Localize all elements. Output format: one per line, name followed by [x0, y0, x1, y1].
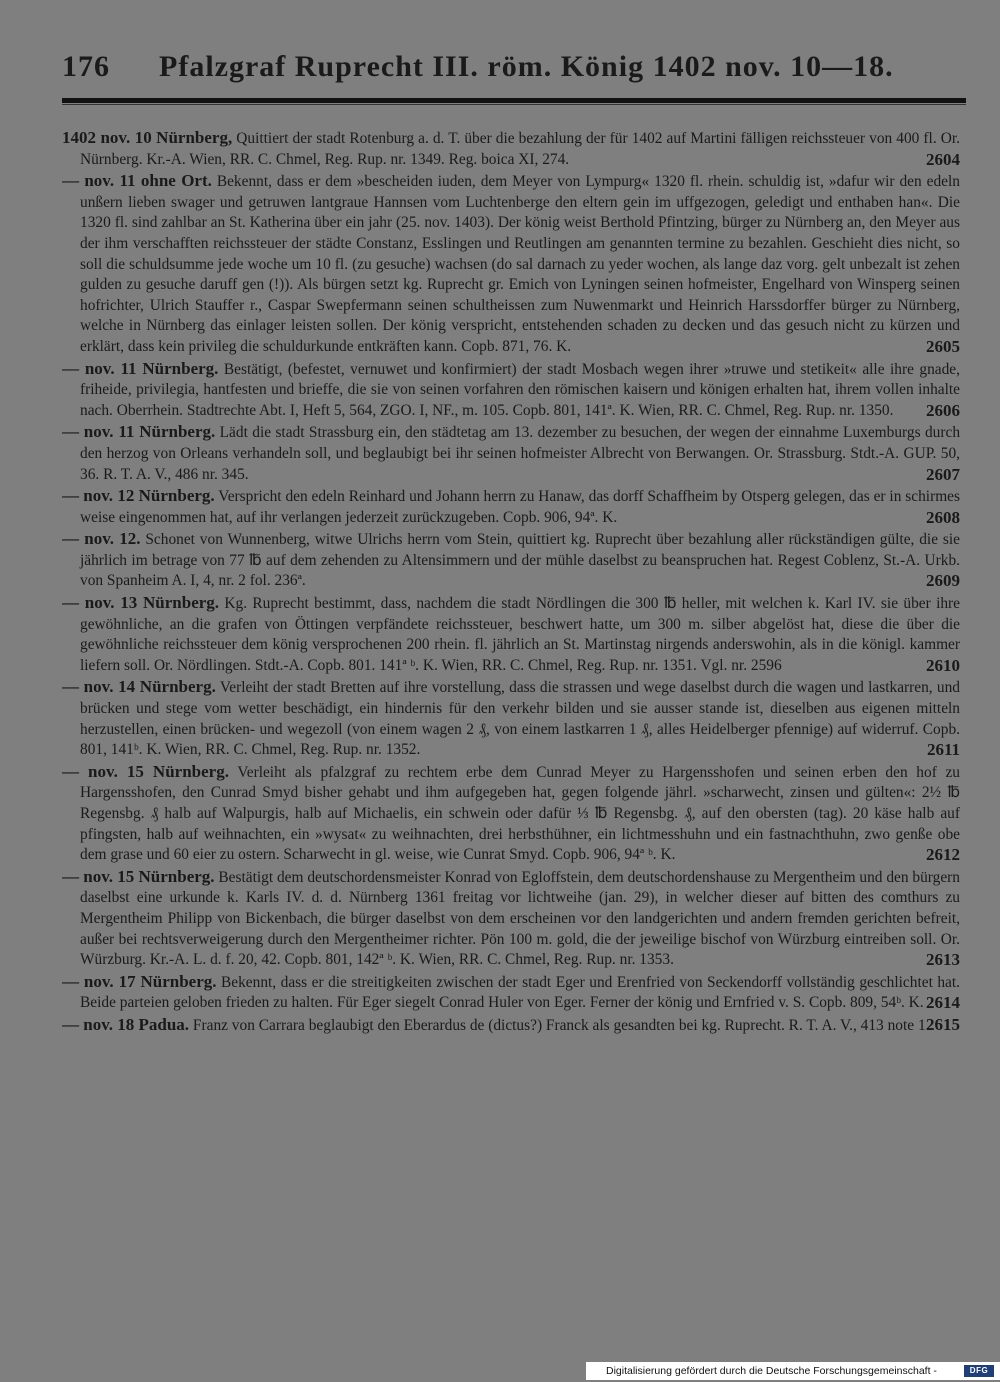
entry-text: Lädt die stadt Strassburg ein, den städtetag am 13. dezember zu besuchen, der wegen der einnahme Luxemburgs durch den herzog von Orleans verhandeln soll, und beglaubigt bei ihr seinen hofmeister Albrecht von Berwangen. Or. Strassburg. Stdt.-A. GUP. 50, 36. R. T. A. V., 486 nr. 345.	[80, 424, 960, 483]
dfg-logo[interactable]: DFG	[964, 1365, 994, 1377]
page-header	[62, 50, 966, 90]
regest-entry-2605	[62, 171, 960, 357]
entry-text: Bekennt, dass er die streitigkeiten zwischen der stadt Eger und Erenfried von Seckendorff vollständig geschlichtet hat. Beide parteien geloben frieden zu halten. Für Eger siegelt Conrad Huler von Eger. Ferner der könig und Ernfried v. S. Copb. 809, 54ᵇ. K.	[80, 973, 960, 1012]
entry-date-place: — nov. 14 Nürnberg.	[62, 677, 216, 697]
entry-date-place: — nov. 15 Nürnberg.	[62, 866, 215, 886]
entry-number: 2609	[926, 571, 960, 591]
entry-date-place: — nov. 11 ohne Ort.	[62, 171, 212, 191]
entry-text: Franz von Carrara beglaubigt den Eberardus de (dictus?) Franck als gesandten bei kg. Ruprecht. R. T. A. V., 413 note 1.	[192, 1016, 930, 1034]
page-number: 176	[62, 50, 110, 83]
entry-number: 2613	[926, 950, 960, 970]
entry-text: Bestätigt, (befestet, vernuwet und konfirmiert) der stadt Mosbach wegen ihrer »truwe und stetikeit« alle ihre gnade, friheide, privilegia, hantfesten und brieffe, die sie von seinen vorfahren den römischen kaisern und königen erhalten hat, ihrem vollen inhalte nach. Oberrhein. Stadtrechte Abt. I, Heft 5, 564, ZGO. I, NF., m. 105. Copb. 801, 141ª. K. Wien, RR. C. Chmel, Reg. Rup. nr. 1350.	[80, 360, 960, 419]
entry-number: 2605	[926, 336, 960, 356]
entry-number: 2615	[926, 1014, 960, 1034]
entry-date-place: — nov. 12 Nürnberg.	[62, 486, 215, 506]
regest-entry-2611	[62, 677, 960, 760]
entry-text: Verleiht der stadt Bretten auf ihre vorstellung, dass die strassen und wege daselbst durch die wagen und lastkarren, und brücken und stege vom wetter beschädigt, ein hindernis für den verkehr bilden und sie ausser stande ist, dieselben aus eigenen mitteln herzustellen, einen brücken- und wegezoll (von einem wagen 2 ₰, von einem lastkarren 1 ₰, alles Heidelberger pfennige) auf widerruf. Copb. 801, 141ᵇ. K. Wien, RR. C. Chmel, Reg. Rup. nr. 1352.	[80, 679, 960, 759]
entry-date-place: — nov. 13 Nürnberg.	[62, 593, 220, 613]
entry-text: Verspricht den edeln Reinhard und Johann herrn zu Hanaw, das dorff Schaffheim by Otsperg gelegen, das er in schirmes weise eingenommen hat, auf ihr verlangen jederzeit zurückzugeben. Copb. 906, 94ª. K.	[80, 488, 960, 526]
entry-date-place: 1402 nov. 10 Nürnberg,	[62, 128, 233, 147]
entry-date-place: — nov. 15 Nürnberg.	[62, 761, 229, 781]
entry-number: 2606	[926, 400, 960, 420]
regest-entry-2608	[62, 486, 960, 528]
entry-number: 2608	[926, 507, 960, 527]
entry-text: Bekennt, dass er dem »bescheiden iuden, dem Meyer von Lympurg« 1320 fl. rhein. schuldig ist, »dafur wir den edeln unßern lieben swager und getruwen lantgraue Hannsen vom Luchtenberge den eltern gein im uffgezogen, geledigt und enthaben han«. Die 1320 fl. sind zahlbar an St. Katherina über ein jahr (25. nov. 1403). Der könig weist Berthold Pfintzing, bürger zu Nürnberg an, den Meyer aus der ihm verschafften reichssteuer der städte Constanz, Esslingen und Reutlingen am genannten termine zu bezahlen. Geschieht dies nicht, so soll die schuldsumme jede woche um 10 fl. (zu gesuche) wachsen (do sal darnach zu yeder wochen, als lange daz vorg. gelt unbezalt ist zehen gulden zu gesuche daruff gen (!)). Als bürgen setzt kg. Ruprecht gr. Emich von Lyningen seinen hofmeister, Engelhard von Winsperg seinen hofrichter, Ulrich Stauffer r., Caspar Swepfermann seinen schultheissen zum Nuwenmarkt und Heinrich Harssdorffer bürger zu Nürnberg, welche in Nürnberg das einlager leisten sollen. Der könig verspricht, entstehenden schaden zu decken und das gesuch nicht zu kürzen und erklärt, dass kein privileg die schuldurkunde entkräften kann. Copb. 871, 76. K.	[80, 173, 960, 355]
regest-entry-2613	[62, 867, 960, 971]
header-rule-thin	[62, 104, 966, 105]
entry-date-place: — nov. 17 Nürnberg.	[62, 971, 217, 991]
entry-number: 2610	[926, 655, 960, 675]
regest-entry-2609	[62, 529, 960, 592]
entry-date-place: — nov. 18 Padua.	[62, 1014, 190, 1034]
entry-text: Schonet von Wunnenberg, witwe Ulrichs herrn vom Stein, quittiert kg. Ruprecht über bezahlung aller rückständigen gülte, die sie jährlich im betrage von 77 ℔ auf dem zehenden zu Altensimmern und der mühle daselbst zu beanspruchen hat. Regest Coblenz, St.-A. Urkb. von Spanheim A. I, 4, nr. 2 fol. 236ª.	[80, 531, 960, 590]
running-title: Pfalzgraf Ruprecht III. röm. König 1402 nov. 10—18.	[159, 50, 894, 83]
entry-number: 2604	[926, 149, 960, 169]
entry-number: 2612	[926, 845, 960, 865]
regest-entry-2612	[62, 762, 960, 866]
footer-text: Digitalisierung gefördert durch die Deutsche Forschungsgemeinschaft -	[606, 1365, 937, 1377]
entry-number: 2611	[926, 740, 960, 760]
entry-number: 2607	[926, 464, 960, 484]
entry-date-place: — nov. 11 Nürnberg.	[62, 358, 219, 378]
funding-footer	[586, 1362, 1000, 1380]
entry-date-place: — nov. 11 Nürnberg.	[62, 422, 216, 442]
regest-entry-2615	[62, 1015, 960, 1037]
entry-text: Bestätigt dem deutschordensmeister Konrad von Egloffstein, dem deutschordenshause zu Mergentheim und den bürgern daselbst eine urkunde k. Karls IV. d. d. Nürnberg 1361 freitag vor lichtweihe (jan. 29), in welcher dieser auf bitten des comthurs zu Mergentheim Philipp von Bickenbach, die bürger daselbst von dem erscheinen vor den landgerichten und andern fremden gerichten befreit, außer bei rechtsverweigerung durch den Mergentheimer richter. Pön 100 m. gold, die der jeweilige bischof von Würzburg eintreiben soll. Or. Würzburg. Kr.-A. L. d. f. 20, 42. Copb. 801, 142ª ᵇ. K. Wien, RR. C. Chmel, Reg. Rup. nr. 1353.	[80, 868, 960, 969]
entry-text: Verleiht als pfalzgraf zu rechtem erbe dem Cunrad Meyer zu Hargensshofen und seinen erben den hof zu Hargensshofen, den Cunrad Smyd bisher gehabt und ihm aufgegeben hat, gegen folgende jährl. »scharwecht, zinsen und gülten«: 2½ ℔ Regensbg. ₰ halb auf Walpurgis, halb auf Michaelis, ein schwein oder dafür ⅓ ℔ Regensbg. ₰, auf den obersten (tag). 20 käse halb auf pfingsten, halb auf weihnachten, ein »wysat« zu weihnachten, drei herbsthühner, ein lichtmesshuhn und ein fastnachthuhn, zwo genße obe dem grase und 60 eier zu ostern. Scharwecht in gl. weise, wie Cunrat Smyd. Copb. 906, 94ª ᵇ. K.	[80, 763, 960, 864]
entry-text: Kg. Ruprecht bestimmt, dass, nachdem die stadt Nördlingen die 300 ℔ heller, mit welchen k. Karl IV. sie über ihre gewöhnliche, an die grafen von Öttingen verpfändete reichssteuer, beschwert hatte, um 300 m. silber abgelöst hat, diese die über die gewöhnliche reichssteuer dem könig versprochenen 200 rhein. fl. jährlich an St. Martinstag nirgends anderswohin, als in die königl. kammer liefern soll. Or. Nördlingen. Stdt.-A. Copb. 801. 141ª ᵇ. K. Wien, RR. C. Chmel, Reg. Rup. nr. 1351. Vgl. nr. 2596	[80, 595, 960, 674]
regest-entries	[62, 128, 960, 1038]
entry-date-place: — nov. 12.	[62, 529, 141, 549]
header-rule-thick	[62, 98, 966, 103]
regest-entry-2614	[62, 972, 960, 1014]
regest-entry-2607	[62, 422, 960, 485]
regest-entry-2606	[62, 359, 960, 422]
regest-entry-2610	[62, 593, 960, 676]
entry-number: 2614	[926, 993, 960, 1013]
regest-entry-2604	[62, 128, 960, 170]
entry-text: Quittiert der stadt Rotenburg a. d. T. über die bezahlung der für 1402 auf Martini fälligen reichssteuer von 400 fl. Or. Nürnberg. Kr.-A. Wien, RR. C. Chmel, Reg. Rup. nr. 1349. Reg. boica XI, 274.	[80, 130, 960, 168]
